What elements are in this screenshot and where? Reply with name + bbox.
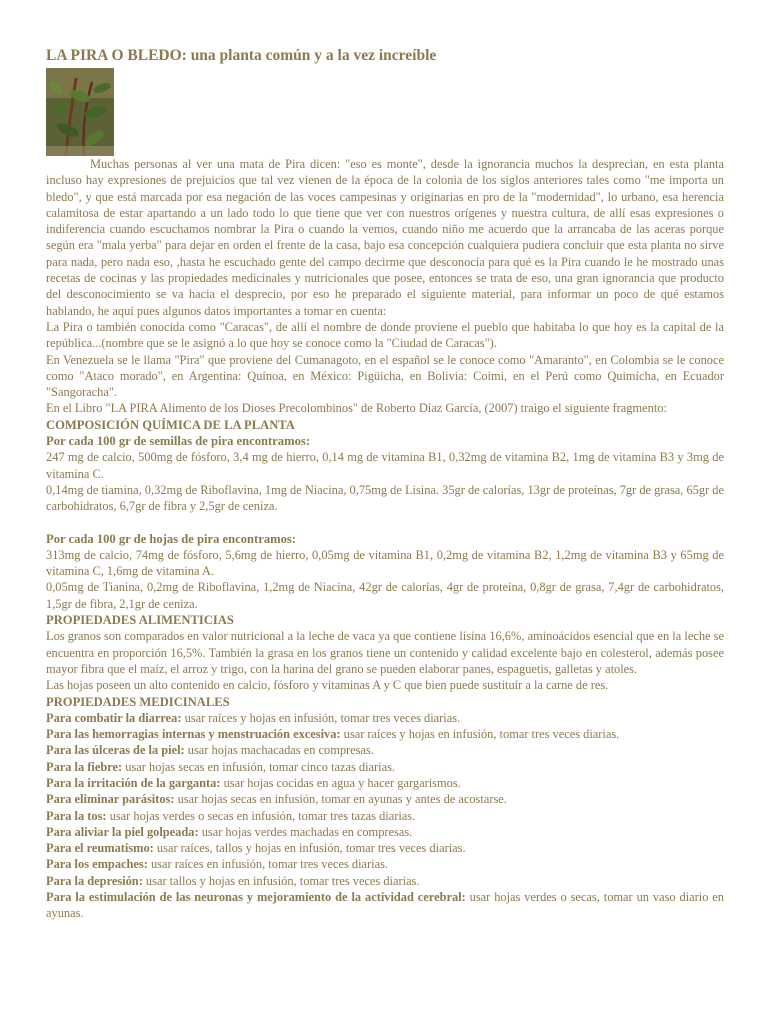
medicinal-item-label: Para la depresión:: [46, 873, 143, 888]
medicinal-item: [46, 856, 724, 872]
page-title: LA PIRA O BLEDO: una planta común y a la vez increíble: [46, 47, 437, 64]
medicinal-item: [46, 791, 724, 807]
food-paragraph-2: Las hojas poseen un alto contenido en calcio, fósforo y vitaminas A y C que bien puede sustituír a la carne de res.: [46, 678, 609, 693]
food-paragraph-1: Los granos son comparados en valor nutricional a la leche de vaca ya que contiene lísina 16,6%, aminoácidos esencial que en la leche se encuentra en proporción 16,5%. También la grasa en los granos tiene un contenido y calidad excelente bajo en colesterol, además posee mayor fibra que el maíz, el arroz y trigo, con la harina del grano se pueden elaborar panes, espaguetis, galletas y atoles.: [46, 629, 724, 676]
medicinal-item-label: Para los empaches:: [46, 857, 148, 872]
medicinal-item: [46, 775, 724, 791]
medicinal-item: [46, 759, 724, 775]
medicinal-item-text: usar raíces, tallos y hojas en infusión, tomar tres veces diarias.: [153, 841, 466, 856]
medicinal-list: [46, 710, 724, 922]
leaves-heading: Por cada 100 gr de hojas de pira encontramos:: [46, 531, 296, 546]
medicinal-item-label: Para la estimulación de las neuronas y mejoramiento de la actividad cerebral:: [46, 890, 466, 905]
medicinal-item-text: usar hojas verdes o secas en infusión, tomar tres tazas diarias.: [106, 808, 416, 823]
medicinal-item-text: usar hojas secas en infusión, tomar cinco tazas diarias.: [122, 759, 396, 774]
intro-paragraph: Muchas personas al ver una mata de Pira dicen: "eso es monte", desde la ignorancia muchos la desprecian, en esta planta incluso hay expresiones de prejuicios que tal vez vienen de la época de la colonia de los siglos anteriores tales como "me importa un bledo", y que está marcada por esa negación de las voces campesinas y originarias en pro de la "modernidad", lo urbano, esa herencia calamitosa de estar apartando a un lado todo lo que tiene que ver con nuestros orígenes y nuestra cultura, de allí esas expresiones o indiferencia cuando escuchamos nombrar la Pira o cuando la vemos, cuando niño me acuerdo que la arrancaba de las aceras porque según era "mala yerba" para dejar en orden el frente de la casa, bajo esa concepción cualquiera pudiera concluir que esta planta no sirve para nada, pero nada eso, ,hasta he escuchado gente del campo decirme que desconocía para qué es la Pira cuando le he mostrado unas recetas de cocinas y las propiedades medicinales y nutricionales que posee, entonces se trata de eso, una gran ignorancia que producto del desconocimiento se va hacia el desprecio, por eso he preparado el siguiente material, para informar un poco de qué estamos hablando, he aquí pues algunos datos importantes a tomar en cuenta:: [46, 157, 724, 318]
medicinal-item: [46, 710, 724, 726]
medicinal-item: [46, 840, 724, 856]
names-paragraph: En Venezuela se le llama "Pira" que proviene del Cumanagoto, en el español se le conoce como "Amaranto", en Colombia se le conoce como "Ataco morado", en Argentina: Quínoa, en México: Pigüicha, en Bolivia: Coimi, en el Perú como Quimícha, en Ecuador "Sangoracha".: [46, 352, 724, 400]
medicinal-item-label: Para el reumatismo:: [46, 841, 154, 856]
food-heading: PROPIEDADES ALIMENTICIAS: [46, 613, 234, 628]
plant-illustration: [46, 68, 114, 156]
seeds-paragraph-2: 0,14mg de tiamina, 0,32mg de Riboflavina, 1mg de Niacina, 0,75mg de Lisina. 35gr de calorías, 13gr de proteínas, 7gr de grasa, 65gr de carbohidratos, 6,7gr de fibra y 2,5gr de ceniza.: [46, 482, 724, 514]
medicinal-item-label: Para la fiebre:: [46, 759, 123, 774]
medicinal-item: [46, 889, 724, 922]
medicinal-item-text: usar hojas cocidas en agua y hacer gargarismos.: [220, 775, 461, 790]
medicinal-item: [46, 726, 724, 742]
medicinal-item: [46, 873, 724, 889]
medicinal-item-text: usar raíces y hojas en infusión, tomar tres veces diarias.: [340, 727, 620, 742]
medicinal-item-label: Para eliminar parásitos:: [46, 792, 175, 807]
medicinal-item-label: Para combatir la diarrea:: [46, 710, 182, 725]
medicinal-item-label: Para la tos:: [46, 808, 107, 823]
composition-heading: COMPOSICIÓN QUÍMICA DE LA PLANTA: [46, 417, 295, 432]
medicinal-item-text: usar hojas machacadas en compresas.: [184, 743, 374, 758]
leaves-paragraph-2: 0,05mg de Tianina, 0,2mg de Riboflavina, 1,2mg de Niacina, 42gr de calorías, 4gr de proteína, 0,8gr de grasa, 7,4gr de carbohidratos, 1,5gr de fibra, 2,1gr de ceniza.: [46, 580, 724, 611]
medicinal-heading: PROPIEDADES MEDICINALES: [46, 694, 230, 709]
medicinal-item-label: Para las úlceras de la piel:: [46, 743, 185, 758]
medicinal-item-label: Para las hemorragias internas y menstruación excesiva:: [46, 727, 341, 742]
plant-photo: [46, 68, 114, 156]
seeds-paragraph-1: 247 mg de calcio, 500mg de fósforo, 3,4 mg de hierro, 0,14 mg de vitamina B1, 0,32mg de vitamina B2, 1mg de vitamina B3 y 3mg de vitamina C.: [46, 450, 724, 481]
seeds-heading: Por cada 100 gr de semillas de pira encontramos:: [46, 434, 310, 449]
medicinal-item: [46, 742, 724, 758]
book-paragraph: En el Libro "LA PIRA Alimento de los Dioses Precolombinos" de Roberto Díaz García, (2007) traigo el siguiente fragmento:: [46, 401, 667, 416]
medicinal-item-text: usar hojas verdes machadas en compresas.: [198, 824, 413, 839]
medicinal-item: [46, 808, 724, 824]
medicinal-item-text: usar raíces en infusión, tomar tres veces diarias.: [147, 857, 389, 872]
leaves-paragraph-1: 313mg de calcio, 74mg de fósforo, 5,6mg de hierro, 0,05mg de vitamina B1, 0,2mg de vitamina B2, 1,2mg de vitamina B3 y 65mg de vitamina C, 1,6mg de vitamina A.: [46, 547, 724, 579]
spacer: [46, 515, 724, 531]
medicinal-item-text: usar hojas verdes o secas, tomar un vaso diario en ayunas.: [46, 890, 724, 921]
document-page: [46, 46, 724, 922]
medicinal-item-text: usar tallos y hojas en infusión, tomar tres veces diarias.: [142, 873, 420, 888]
medicinal-item-label: Para aliviar la piel golpeada:: [46, 824, 199, 839]
caracas-paragraph: La Pira o también conocida como "Caracas", de allí el nombre de donde proviene el pueblo que habitaba lo que hoy es la capital de la república...(nombre que se le asignó a lo que hoy se conoce como la "Ciudad de Caracas").: [46, 319, 724, 351]
medicinal-item-text: usar raíces y hojas en infusión, tomar tres veces diarias.: [181, 710, 461, 725]
medicinal-item: [46, 824, 724, 840]
medicinal-item-text: usar hojas secas en infusión, tomar en ayunas y antes de acostarse.: [174, 792, 507, 807]
medicinal-item-label: Para la irritación de la garganta:: [46, 775, 221, 790]
